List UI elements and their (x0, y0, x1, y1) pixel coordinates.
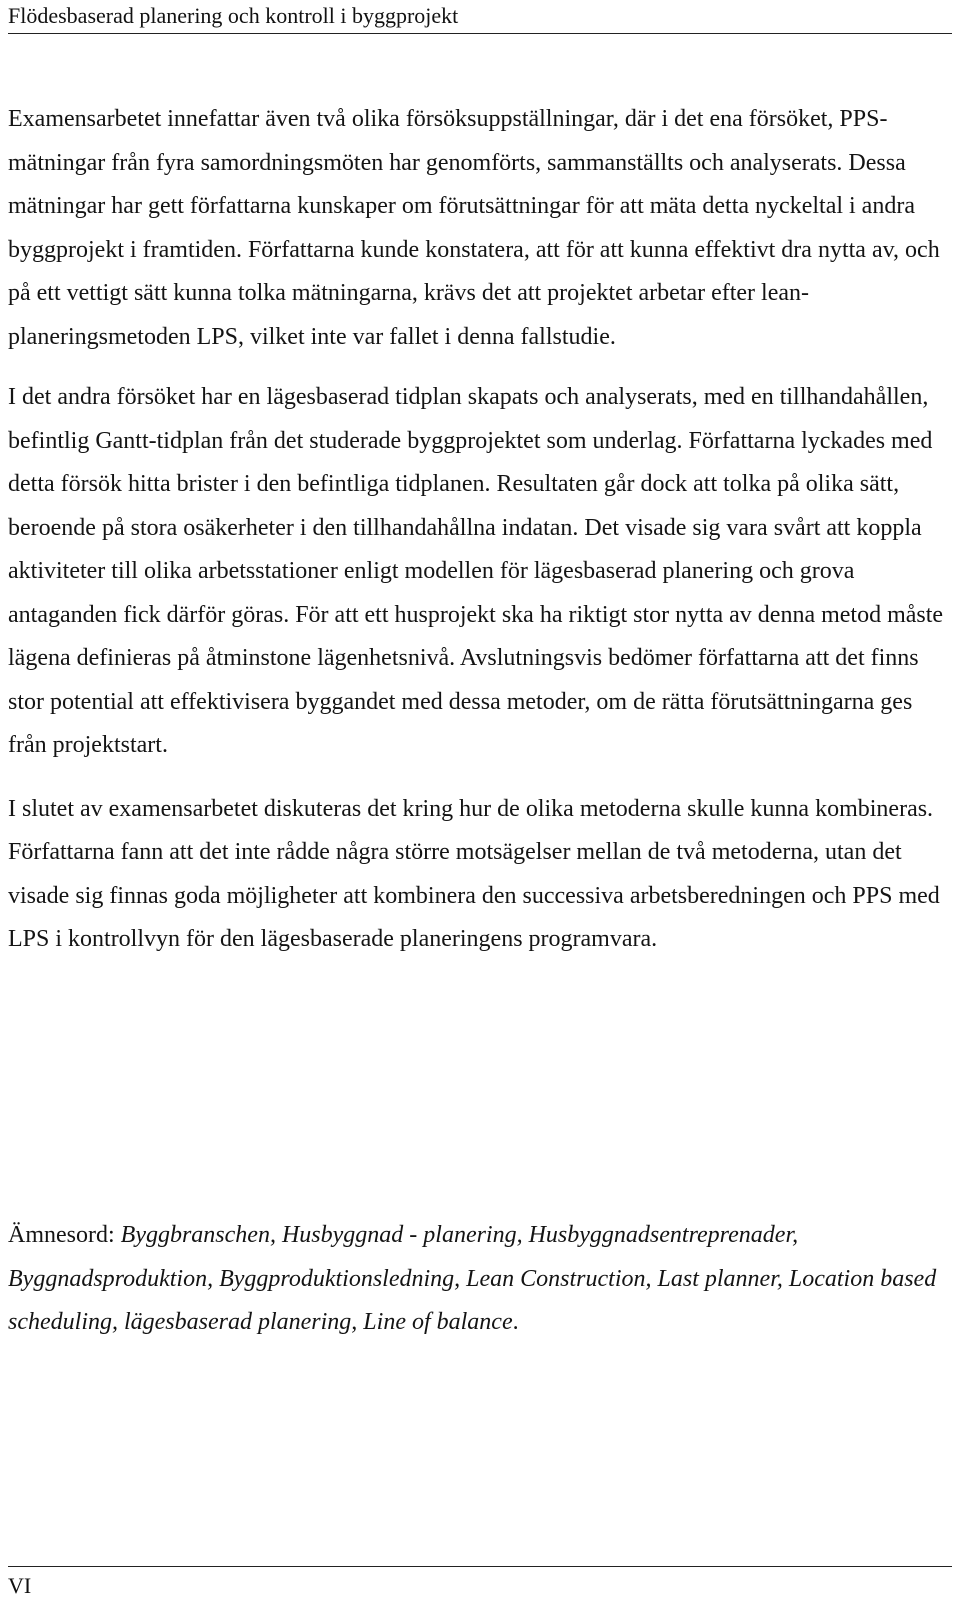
paragraph-combination: I slutet av examensarbetet diskuteras det kring hur de olika metoderna skulle kunna kombineras. Författarna fann att det inte rådde några större motsägelser mellan de två metoderna, utan det visade sig finnas goda möjligheter att kombinera den successiva arbetsberedningen och PPS med LPS i kontrollvyn för den lägesbaserade planeringens programvara. (8, 795, 940, 952)
header-divider (8, 33, 952, 34)
paragraph-experiments: Examensarbetet innefattar även två olika försöksuppställningar, där i det ena försöket, PPS-mätningar från fyra samordningsmöten har genomförts, sammanställts och analyserats. Dessa mätningar har gett författarna kunskaper om förutsättningar för att mäta detta nyckeltal i andra byggprojekt i framtiden. Författarna kunde konstatera, att för att kunna effektivt dra nytta av, och på ett vettigt sätt kunna tolka mätningarna, krävs det att projektet arbetar efter lean-planeringsmetoden LPS, vilket inte var fallet i denna fallstudie. (8, 106, 940, 350)
keywords-section (8, 1214, 952, 1345)
footer-divider (8, 1566, 952, 1567)
keywords-list: Byggbranschen, Husbyggnad - planering, Husbyggnadsentreprenader, Byggnadsproduktion, Byggproduktionsledning, Lean Construction, Last planner, Location based scheduling, lägesbaserad planering, Line of balance (8, 1222, 937, 1335)
keywords-end: . (512, 1309, 519, 1335)
page-number: VI (8, 1573, 32, 1598)
keywords-label: Ämnesord: (8, 1222, 115, 1248)
page-header-title: Flödesbaserad planering och kontroll i byggprojekt (8, 3, 459, 28)
paragraph-location-based-schedule: I det andra försöket har en lägesbaserad tidplan skapats och analyserats, med en tillhandahållen, befintlig Gantt-tidplan från det studerade byggprojektet som underlag. Författarna lyckades med detta försök hitta brister i den befintliga tidplanen. Resultaten går dock att tolka på olika sätt, beroende på stora osäkerheter i den tillhandahållna indatan. Det visade sig vara svårt att koppla aktiviteter till olika arbetsstationer enligt modellen för lägesbaserad planering och grova antaganden fick därför göras. För att ett husprojekt ska ha riktigt stor nytta av denna metod måste lägena definieras på åtminstone lägenhetsnivå. Avslutningsvis bedömer författarna att det finns stor potential att effektivisera byggandet med dessa metoder, om de rätta förutsättningarna ges från projektstart. (8, 384, 944, 758)
document-body (8, 98, 952, 962)
